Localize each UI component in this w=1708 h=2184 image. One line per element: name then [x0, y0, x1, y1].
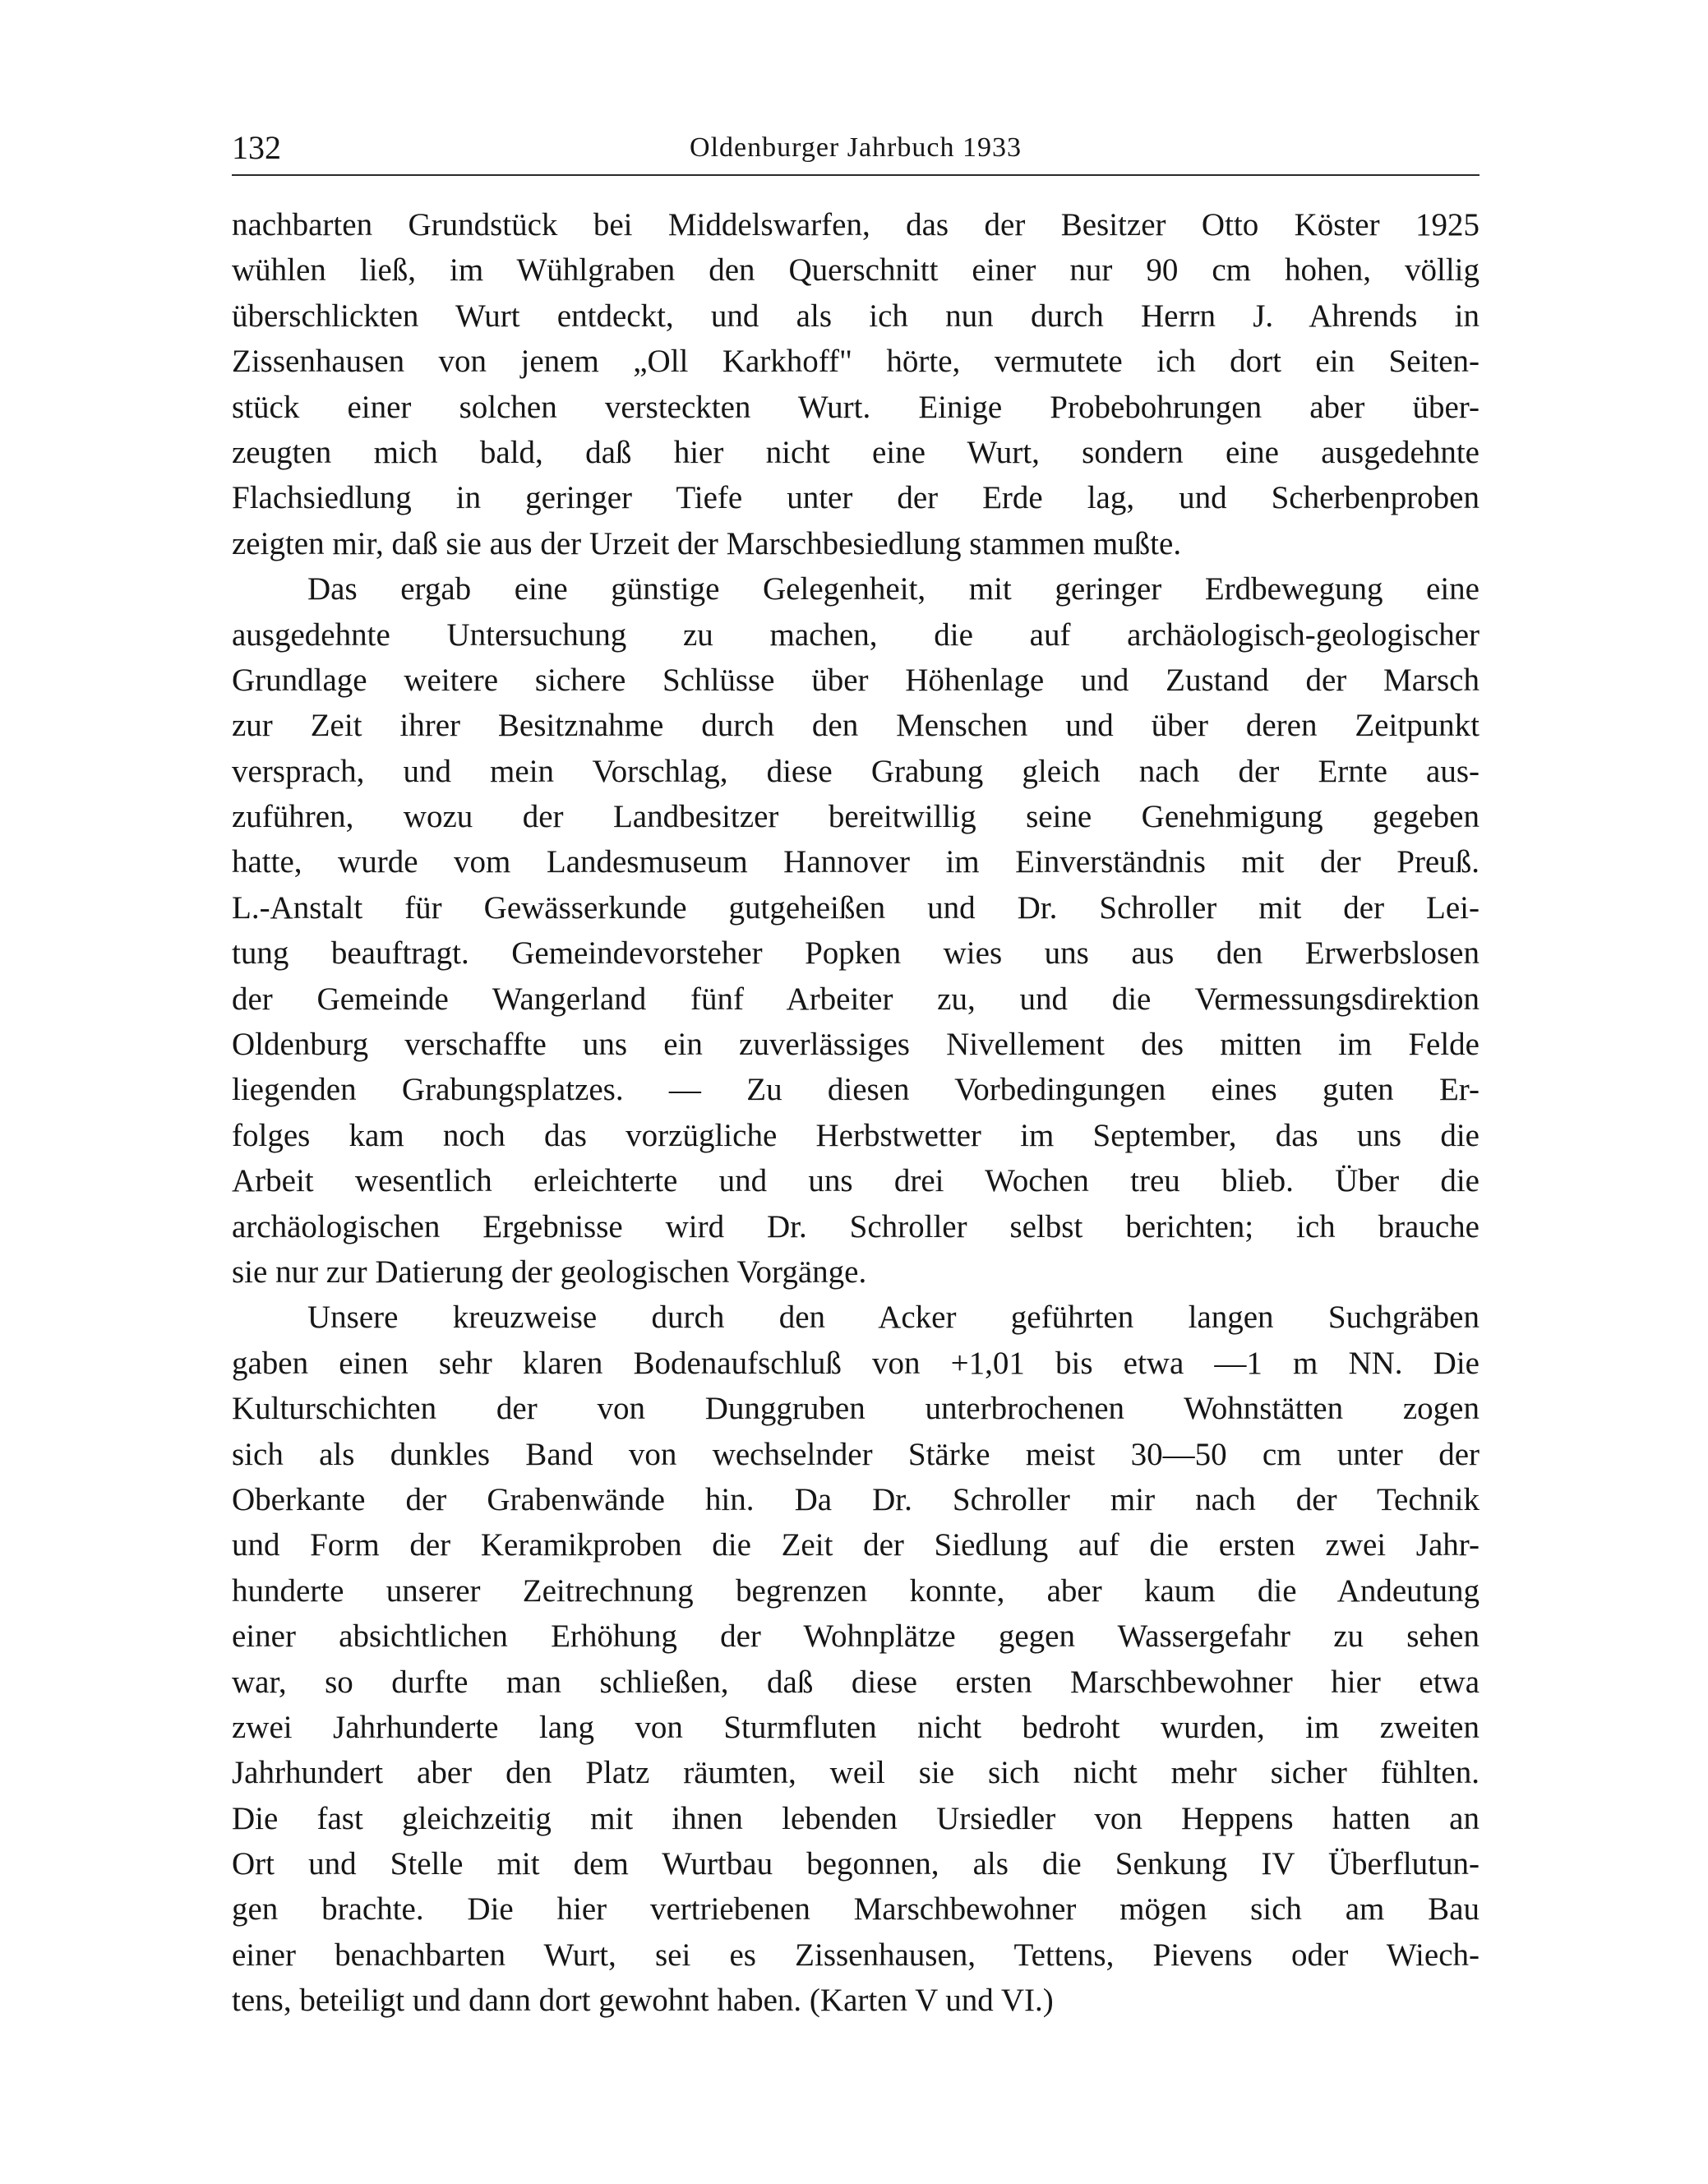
text-line: sich als dunkles Band von wechselnder Stärke meist 30—50 cm unter der — [232, 1436, 1479, 1472]
text-line: Ort und Stelle mit dem Wurtbau begonnen, als die Senkung IV Überflutun- — [232, 1846, 1479, 1882]
page-header — [232, 123, 1479, 173]
text-line: archäologischen Ergebnisse wird Dr. Schroller selbst berichten; ich brauche — [232, 1208, 1479, 1244]
text-line: folges kam noch das vorzügliche Herbstwetter im September, das uns die — [232, 1117, 1479, 1153]
text-line: einer benachbarten Wurt, sei es Zissenhausen, Tettens, Pievens oder Wiech- — [232, 1937, 1479, 1973]
running-title: Oldenburger Jahrbuch 1933 — [690, 132, 1022, 163]
text-line: zwei Jahrhunderte lang von Sturmfluten nicht bedroht wurden, im zweiten — [232, 1709, 1479, 1745]
text-line: Grundlage weitere sichere Schlüsse über Höhenlage und Zustand der Marsch — [232, 662, 1479, 698]
text-line: versprach, und mein Vorschlag, diese Grabung gleich nach der Ernte aus- — [232, 753, 1479, 789]
page-number: 132 — [232, 129, 281, 166]
text-line: überschlickten Wurt entdeckt, und als ich nun durch Herrn J. Ahrends in — [232, 298, 1479, 334]
text-line: Das ergab eine günstige Gelegenheit, mit geringer Erdbewegung eine — [307, 571, 1479, 607]
body-text — [232, 202, 1479, 2024]
text-line: zeugten mich bald, daß hier nicht eine Wurt, sondern eine ausgedehnte — [232, 434, 1479, 470]
text-line: gaben einen sehr klaren Bodenaufschluß von +1,01 bis etwa —1 m NN. Die — [232, 1345, 1479, 1381]
text-line: Arbeit wesentlich erleichterte und uns drei Wochen treu blieb. Über die — [232, 1163, 1479, 1199]
text-line: zuführen, wozu der Landbesitzer bereitwillig seine Genehmigung gegeben — [232, 799, 1479, 835]
text-line: Oberkante der Grabenwände hin. Da Dr. Schroller mir nach der Technik — [232, 1481, 1479, 1517]
header-rule — [232, 174, 1479, 176]
text-line: wühlen ließ, im Wühlgraben den Querschnitt einer nur 90 cm hohen, völlig — [232, 252, 1479, 289]
text-line: tens, beteiligt und dann dort gewohnt haben. (Karten V und VI.) — [232, 1983, 1054, 2019]
text-line: Zissenhausen von jenem „Oll Karkhoff" hörte, vermutete ich dort ein Seiten- — [232, 344, 1479, 380]
text-line: sie nur zur Datierung der geologischen Vorgänge. — [232, 1254, 867, 1290]
text-line: liegenden Grabungsplatzes. — Zu diesen Vorbedingungen eines guten Er- — [232, 1072, 1479, 1108]
text-line: hunderte unserer Zeitrechnung begrenzen konnte, aber kaum die Andeutung — [232, 1572, 1479, 1609]
text-line: Jahrhundert aber den Platz räumten, weil sie sich nicht mehr sicher fühlten. — [232, 1755, 1479, 1791]
text-line: Oldenburg verschaffte uns ein zuverlässiges Nivellement des mitten im Felde — [232, 1027, 1479, 1063]
text-line: ausgedehnte Untersuchung zu machen, die auf archäologisch-geologischer — [232, 616, 1479, 653]
text-line: tung beauftragt. Gemeindevorsteher Popken wies uns aus den Erwerbslosen — [232, 935, 1479, 972]
text-line: hatte, wurde vom Landesmuseum Hannover im Einverständnis mit der Preuß. — [232, 844, 1479, 880]
text-line: nachbarten Grundstück bei Middelswarfen, das der Besitzer Otto Köster 1925 — [232, 207, 1479, 242]
text-line: und Form der Keramikproben die Zeit der Siedlung auf die ersten zwei Jahr- — [232, 1527, 1479, 1563]
text-line: Die fast gleichzeitig mit ihnen lebenden Ursiedler von Heppens hatten an — [232, 1800, 1479, 1836]
text-line: Flachsiedlung in geringer Tiefe unter der Erde lag, und Scherbenproben — [232, 480, 1479, 516]
text-line: L.-Anstalt für Gewässerkunde gutgeheißen und Dr. Schroller mit der Lei- — [232, 889, 1479, 926]
text-line: war, so durfte man schließen, daß diese ersten Marschbewohner hier etwa — [232, 1664, 1479, 1700]
text-line: der Gemeinde Wangerland fünf Arbeiter zu, und die Vermessungsdirektion — [232, 981, 1479, 1017]
text-line: Unsere kreuzweise durch den Acker geführten langen Suchgräben — [307, 1300, 1479, 1336]
text-line: Kulturschichten der von Dunggruben unterbrochenen Wohnstätten zogen — [232, 1391, 1479, 1427]
text-line: stück einer solchen versteckten Wurt. Einige Probebohrungen aber über- — [232, 389, 1479, 425]
text-line: einer absichtlichen Erhöhung der Wohnplätze gegen Wassergefahr zu sehen — [232, 1618, 1479, 1655]
text-line: zeigten mir, daß sie aus der Urzeit der Marschbesiedlung stammen mußte. — [232, 525, 1182, 561]
text-line: gen brachte. Die hier vertriebenen Marschbewohner mögen sich am Bau — [232, 1891, 1479, 1928]
text-line: zur Zeit ihrer Besitznahme durch den Menschen und über deren Zeitpunkt — [232, 708, 1479, 744]
